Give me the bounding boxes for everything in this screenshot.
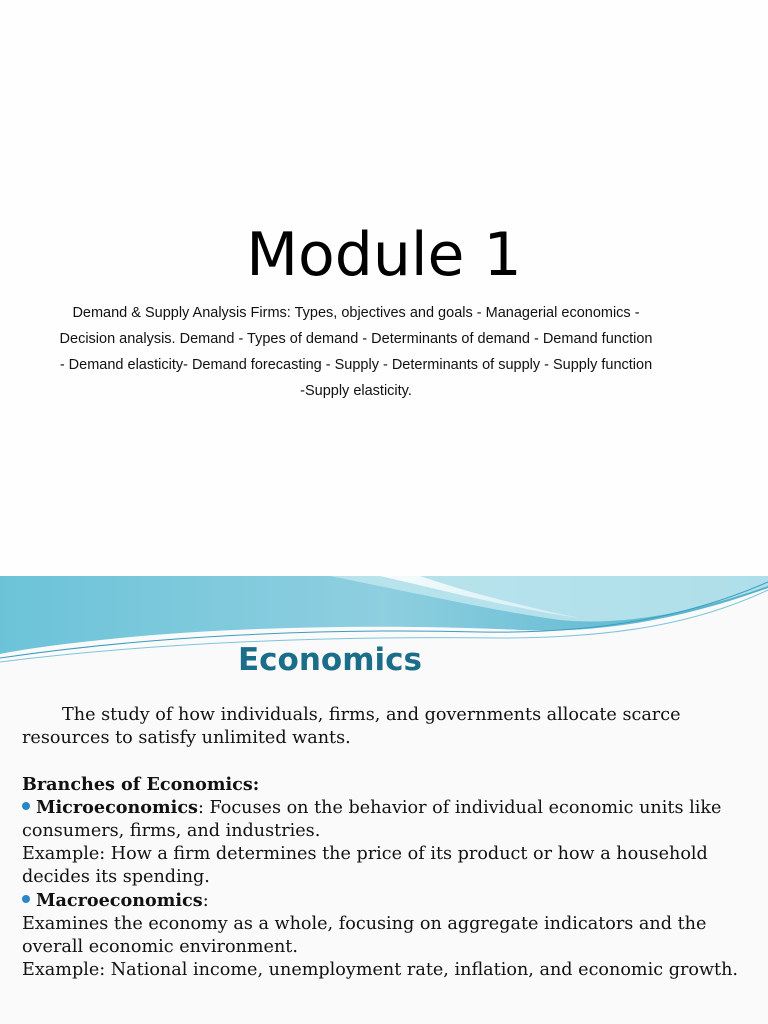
slide-body	[22, 704, 752, 982]
subtitle-line: -Supply elasticity.	[300, 383, 412, 399]
micro-bullet	[22, 796, 752, 843]
subtitle-line: - Demand elasticity- Demand forecasting - Supply - Determinants of supply - Supply function	[59, 357, 653, 373]
intro-paragraph: The study of how individuals, firms, and governments allocate scarce resources to satisfy unlimited wants.	[22, 705, 681, 748]
bullet-icon	[22, 802, 30, 810]
slide-title: Module 1	[246, 220, 522, 290]
bullet-icon	[22, 895, 30, 903]
slide-economics	[0, 576, 768, 1024]
macro-colon: :	[202, 891, 209, 911]
micro-description: : Focuses on the behavior of individual economic units like consumers, firms, and industries.	[22, 798, 722, 841]
slide-title: Economics	[238, 642, 422, 678]
subtitle-line: Decision analysis. Demand - Types of demand - Determinants of demand - Demand function	[59, 331, 653, 347]
micro-term: Microeconomics	[36, 797, 198, 818]
macro-term: Macroeconomics	[36, 890, 203, 911]
macro-bullet	[22, 889, 752, 913]
macro-example: Example: National income, unemployment rate, inflation, and economic growth.	[22, 960, 739, 980]
slide-subtitle	[55, 304, 657, 408]
micro-example: Example: How a firm determines the price of its product or how a household decides its spending.	[22, 844, 708, 887]
macro-description: Examines the economy as a whole, focusing on aggregate indicators and the overall economic environment.	[22, 914, 707, 957]
subtitle-line: Demand & Supply Analysis Firms: Types, objectives and goals - Managerial economics -	[72, 305, 640, 321]
branches-heading: Branches of Economics:	[22, 774, 260, 795]
